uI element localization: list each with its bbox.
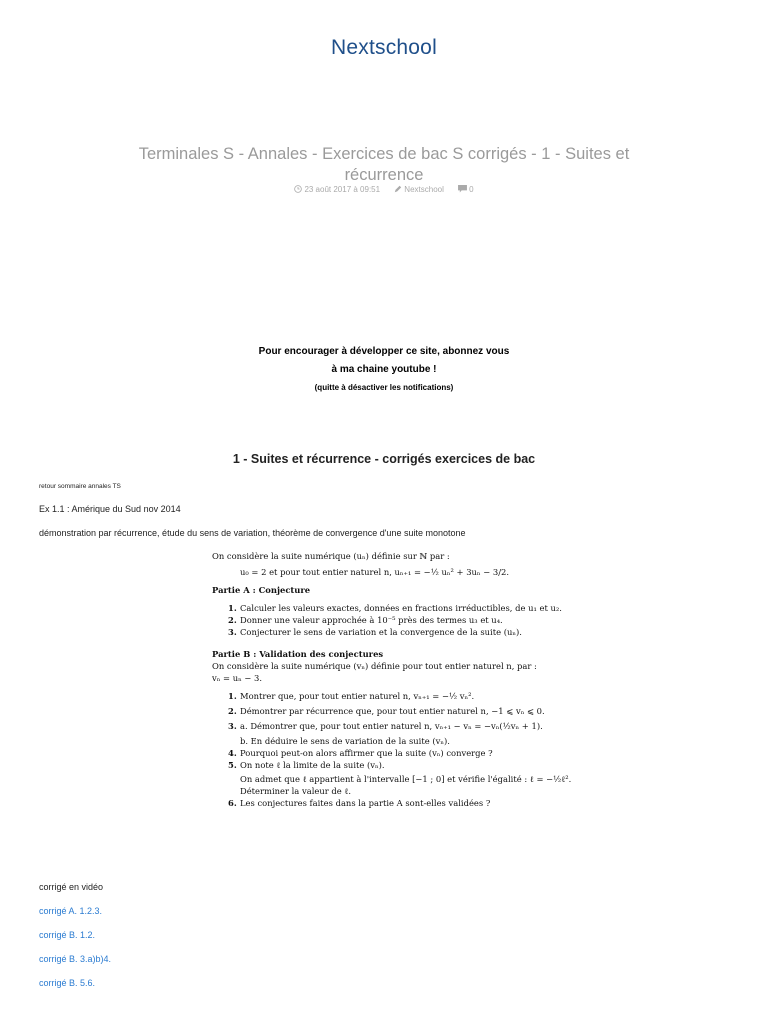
part-a-item — [228, 602, 572, 614]
correction-link[interactable]: corrigé B. 1.2. — [39, 930, 96, 940]
part-a-title: Partie A : Conjecture — [212, 585, 311, 595]
item-text: Conjecturer le sens de variation et la convergence de la suite (uₙ). — [240, 627, 522, 637]
part-a-item — [228, 614, 572, 626]
post-title: Terminales S - Annales - Exercices de bac S corrigés - 1 - Suites et récurrence — [138, 145, 630, 184]
clock-icon — [294, 185, 302, 193]
part-a-list — [212, 602, 572, 638]
part-b-intro: On considère la suite numérique (vₙ) définie pour tout entier naturel n, par : — [212, 661, 537, 671]
item-text: Les conjectures faites dans la partie A sont-elles validées ? — [240, 798, 491, 808]
comment-count[interactable]: 0 — [469, 185, 474, 194]
part-b-intro-formula: vₙ = uₙ − 3. — [212, 673, 263, 683]
part-b-item — [228, 797, 572, 809]
item-text: On admet que ℓ appartient à l'intervalle [−1 ; 0] et vérifie l'égalité : ℓ = −½ℓ². — [240, 774, 572, 784]
item-text: Déterminer la valeur de ℓ. — [240, 786, 352, 796]
post-meta — [0, 185, 768, 194]
item-number: 2. — [228, 706, 237, 716]
item-number: 4. — [228, 748, 237, 758]
part-b-item — [228, 747, 572, 759]
youtube-promo — [0, 343, 768, 397]
item-text: a. Démontrer que, pour tout entier naturel n, vₙ₊₁ − vₙ = −vₙ(½vₙ + 1). — [240, 721, 543, 731]
part-b-title: Partie B : Validation des conjectures — [212, 649, 384, 659]
item-number: 1. — [228, 691, 237, 701]
exercise-description: démonstration par récurrence, étude du sens de variation, théorème de convergence d'une suite monotone — [39, 528, 466, 538]
part-b-item — [228, 705, 572, 717]
promo-line-2: à ma chaine youtube ! — [331, 364, 437, 375]
item-number: 5. — [228, 760, 237, 770]
item-text: Démontrer par récurrence que, pour tout entier naturel n, −1 ⩽ vₙ ⩽ 0. — [240, 706, 545, 716]
correction-link[interactable]: corrigé B. 5.6. — [39, 978, 96, 988]
comment-icon — [458, 185, 467, 193]
part-b-item — [228, 759, 572, 771]
part-b-item — [228, 720, 572, 732]
exercise-intro: On considère la suite numérique (uₙ) définie sur ℕ par : — [212, 551, 450, 561]
post-author[interactable] — [394, 185, 446, 194]
item-number: 1. — [228, 603, 237, 613]
item-number: 2. — [228, 615, 237, 625]
promo-line-1: Pour encourager à développer ce site, abonnez vous — [258, 346, 510, 357]
item-text: Calculer les valeurs exactes, données en fractions irréductibles, de u₁ et u₂. — [240, 603, 562, 613]
post-comments[interactable] — [458, 185, 473, 194]
part-b-item — [228, 690, 572, 702]
exercise-title: Ex 1.1 : Amérique du Sud nov 2014 — [39, 504, 181, 514]
part-a-item — [228, 626, 572, 638]
sequence-definition: u₀ = 2 et pour tout entier naturel n, uₙ₊₁ = −½ uₙ² + 3uₙ − 3/2. — [240, 567, 510, 577]
correction-link[interactable]: corrigé A. 1.2.3. — [39, 906, 103, 916]
item-text: Donner une valeur approchée à 10⁻⁵ près des termes u₃ et u₄. — [240, 615, 503, 625]
part-b-item — [228, 785, 572, 797]
item-number: 3. — [228, 627, 237, 637]
item-text: b. En déduire le sens de variation de la suite (vₙ). — [240, 736, 450, 746]
site-title[interactable]: Nextschool — [331, 36, 437, 59]
pencil-icon — [394, 185, 402, 193]
correction-link[interactable]: corrigé B. 3.a)b)4. — [39, 954, 112, 964]
post-author-text[interactable]: Nextschool — [404, 185, 444, 194]
part-b-item — [228, 735, 572, 747]
item-number: 3. — [228, 721, 237, 731]
section-title: 1 - Suites et récurrence - corrigés exercices de bac — [232, 452, 536, 466]
part-b-item — [228, 773, 572, 785]
exercise-statement-image — [212, 550, 572, 809]
promo-line-3: (quitte à désactiver les notifications) — [314, 383, 454, 392]
part-b-list — [212, 690, 572, 809]
post-date — [294, 185, 382, 194]
item-text: Montrer que, pour tout entier naturel n, vₙ₊₁ = −½ vₙ². — [240, 691, 475, 701]
back-to-summary-link[interactable]: retour sommaire annales TS — [39, 483, 121, 490]
post-date-text: 23 août 2017 à 09:51 — [304, 185, 381, 194]
item-number: 6. — [228, 798, 237, 808]
item-text: On note ℓ la limite de la suite (vₙ). — [240, 760, 385, 770]
item-text: Pourquoi peut-on alors affirmer que la suite (vₙ) converge ? — [240, 748, 493, 758]
video-correction-label: corrigé en vidéo — [39, 882, 104, 892]
